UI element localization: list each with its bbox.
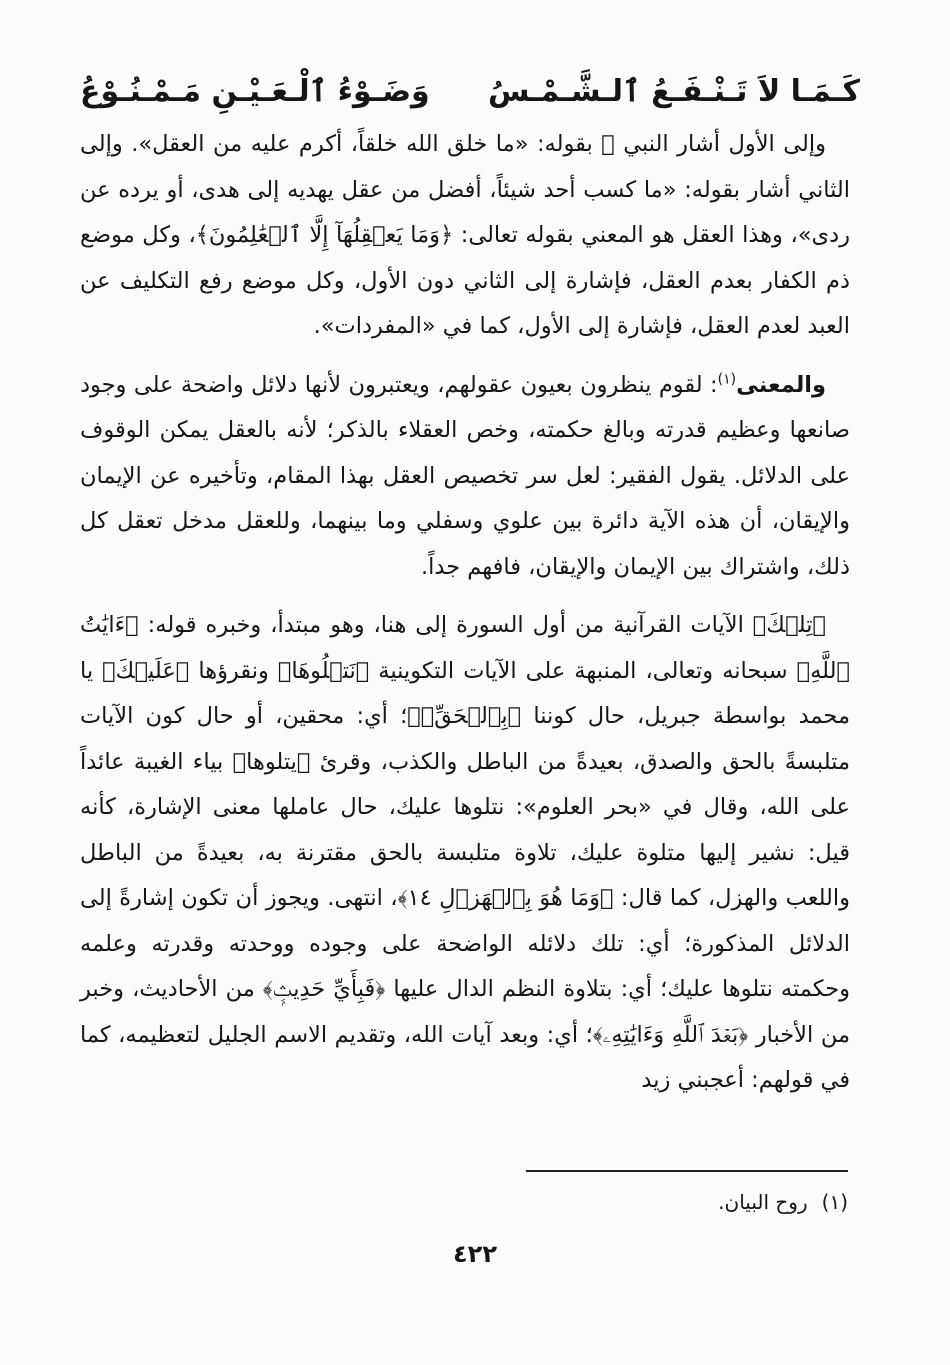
poem-hemistich-right: كَـمَـا لاَ تَـنْـفَـعُ ٱلـشَّـمْـسُ (487, 73, 860, 109)
poem-verse (80, 62, 860, 120)
footnote-reference[interactable]: (١) (717, 371, 737, 387)
poem-hemistich-left: وَضَـوْءُ ٱلْـعَـيْـنِ مَـمْـنُـوْعُ (80, 73, 430, 109)
footnote-divider (526, 1170, 848, 1172)
footnote-text: روح البيان. (718, 1190, 808, 1214)
paragraph-text: وإلى الأول أشار النبي ﷺ بقوله: «ما خلق الله خلقاً، أكرم عليه من العقل». وإلى الثاني أشار بقوله: «ما كسب أحد شيئاً، أفضل من عقل يهديه إلى هدى، أو يرده عن ردى»، وهذا العقل هو المعني بقوله تعالى: ﴿وَمَا يَعۡقِلُهَآ إِلَّا ٱلۡعَٰلِمُونَ﴾، وكل موضع ذم الكفار بعدم العقل، فإشارة إلى الثاني دون الأول، وكل موضع رفع التكليف عن العبد لعدم العقل، فإشارة إلى الأول، كما في «المفردات». (80, 131, 850, 339)
paragraph-1 (80, 122, 850, 350)
paragraph-lead-word: والمعنى (736, 371, 826, 398)
paragraph-text: ﴿تِلۡكَ﴾ الآيات القرآنية من أول السورة إلى هنا، وهو مبتدأ، وخبره قوله: ﴿ءَايَٰتُ ٱللَّهِ﴾ سبحانه وتعالى، المنبهة على الآيات التكوينية ﴿نَتۡلُوهَا﴾ ونقرؤها ﴿عَلَيۡكَ﴾ يا محمد بواسطة جبريل، حال كوننا ﴿بِٱلۡحَقِّۖ﴾؛ أي: محقين، أو حال كون الآيات متلبسةً بالحق والصدق، بعيدةً من الباطل والكذب، وقرئ ﴿يتلوها﴾ بياء الغيبة عائداً على الله، وقال في «بحر العلوم»: نتلوها عليك، حال عاملها معنى الإشارة، كأنه قيل: نشير إليها متلوة عليك، تلاوة متلبسة بالحق مقترنة به، بعيدةً من الباطل واللعب والهزل، كما قال: ﴿وَمَا هُوَ بِٱلۡهَزۡلِ ١٤﴾، انتهى. ويجوز أن تكون إشارةً إلى الدلائل المذكورة؛ أي: تلك دلائله الواضحة على وجوده ووحدته وقدرته وعلمه وحكمته نتلوها عليك؛ أي: بتلاوة النظم الدال عليها ﴿فَبِأَيِّ حَدِيثِۭ﴾ من الأحاديث، وخبر من الأخبار ﴿بَعۡدَ ٱللَّهِ وَءَايَٰتِهِۦ﴾؛ أي: وبعد آيات الله، وتقديم الاسم الجليل لتعظيمه، كما في قولهم: أعجبني زيد (80, 612, 851, 1093)
paragraph-3 (80, 603, 850, 1104)
main-text (80, 122, 850, 1104)
footnote (400, 1188, 848, 1216)
footnote-number: (١) (821, 1190, 848, 1214)
page-number: ٤٢٢ (453, 1240, 497, 1268)
paragraph-2 (80, 363, 850, 591)
paragraph-text: : لقوم ينظرون بعيون عقولهم، ويعتبرون لأنها دلائل واضحة على وجود صانعها وعظيم قدرته وبالغ حكمته، وخص العقلاء بالذكر؛ لأنه بالعقل يمكن الوقوف على الدلائل. يقول الفقير: لعل سر تخصيص العقل بهذا المقام، وتأخيره عن الإيمان والإيقان، أن هذه الآية دائرة بين علوي وسفلي وما بينهما، وللعقل مدخل تعقل كل ذلك، واشتراك بين الإيمان والإيقان، فافهم جداً. (80, 371, 850, 580)
